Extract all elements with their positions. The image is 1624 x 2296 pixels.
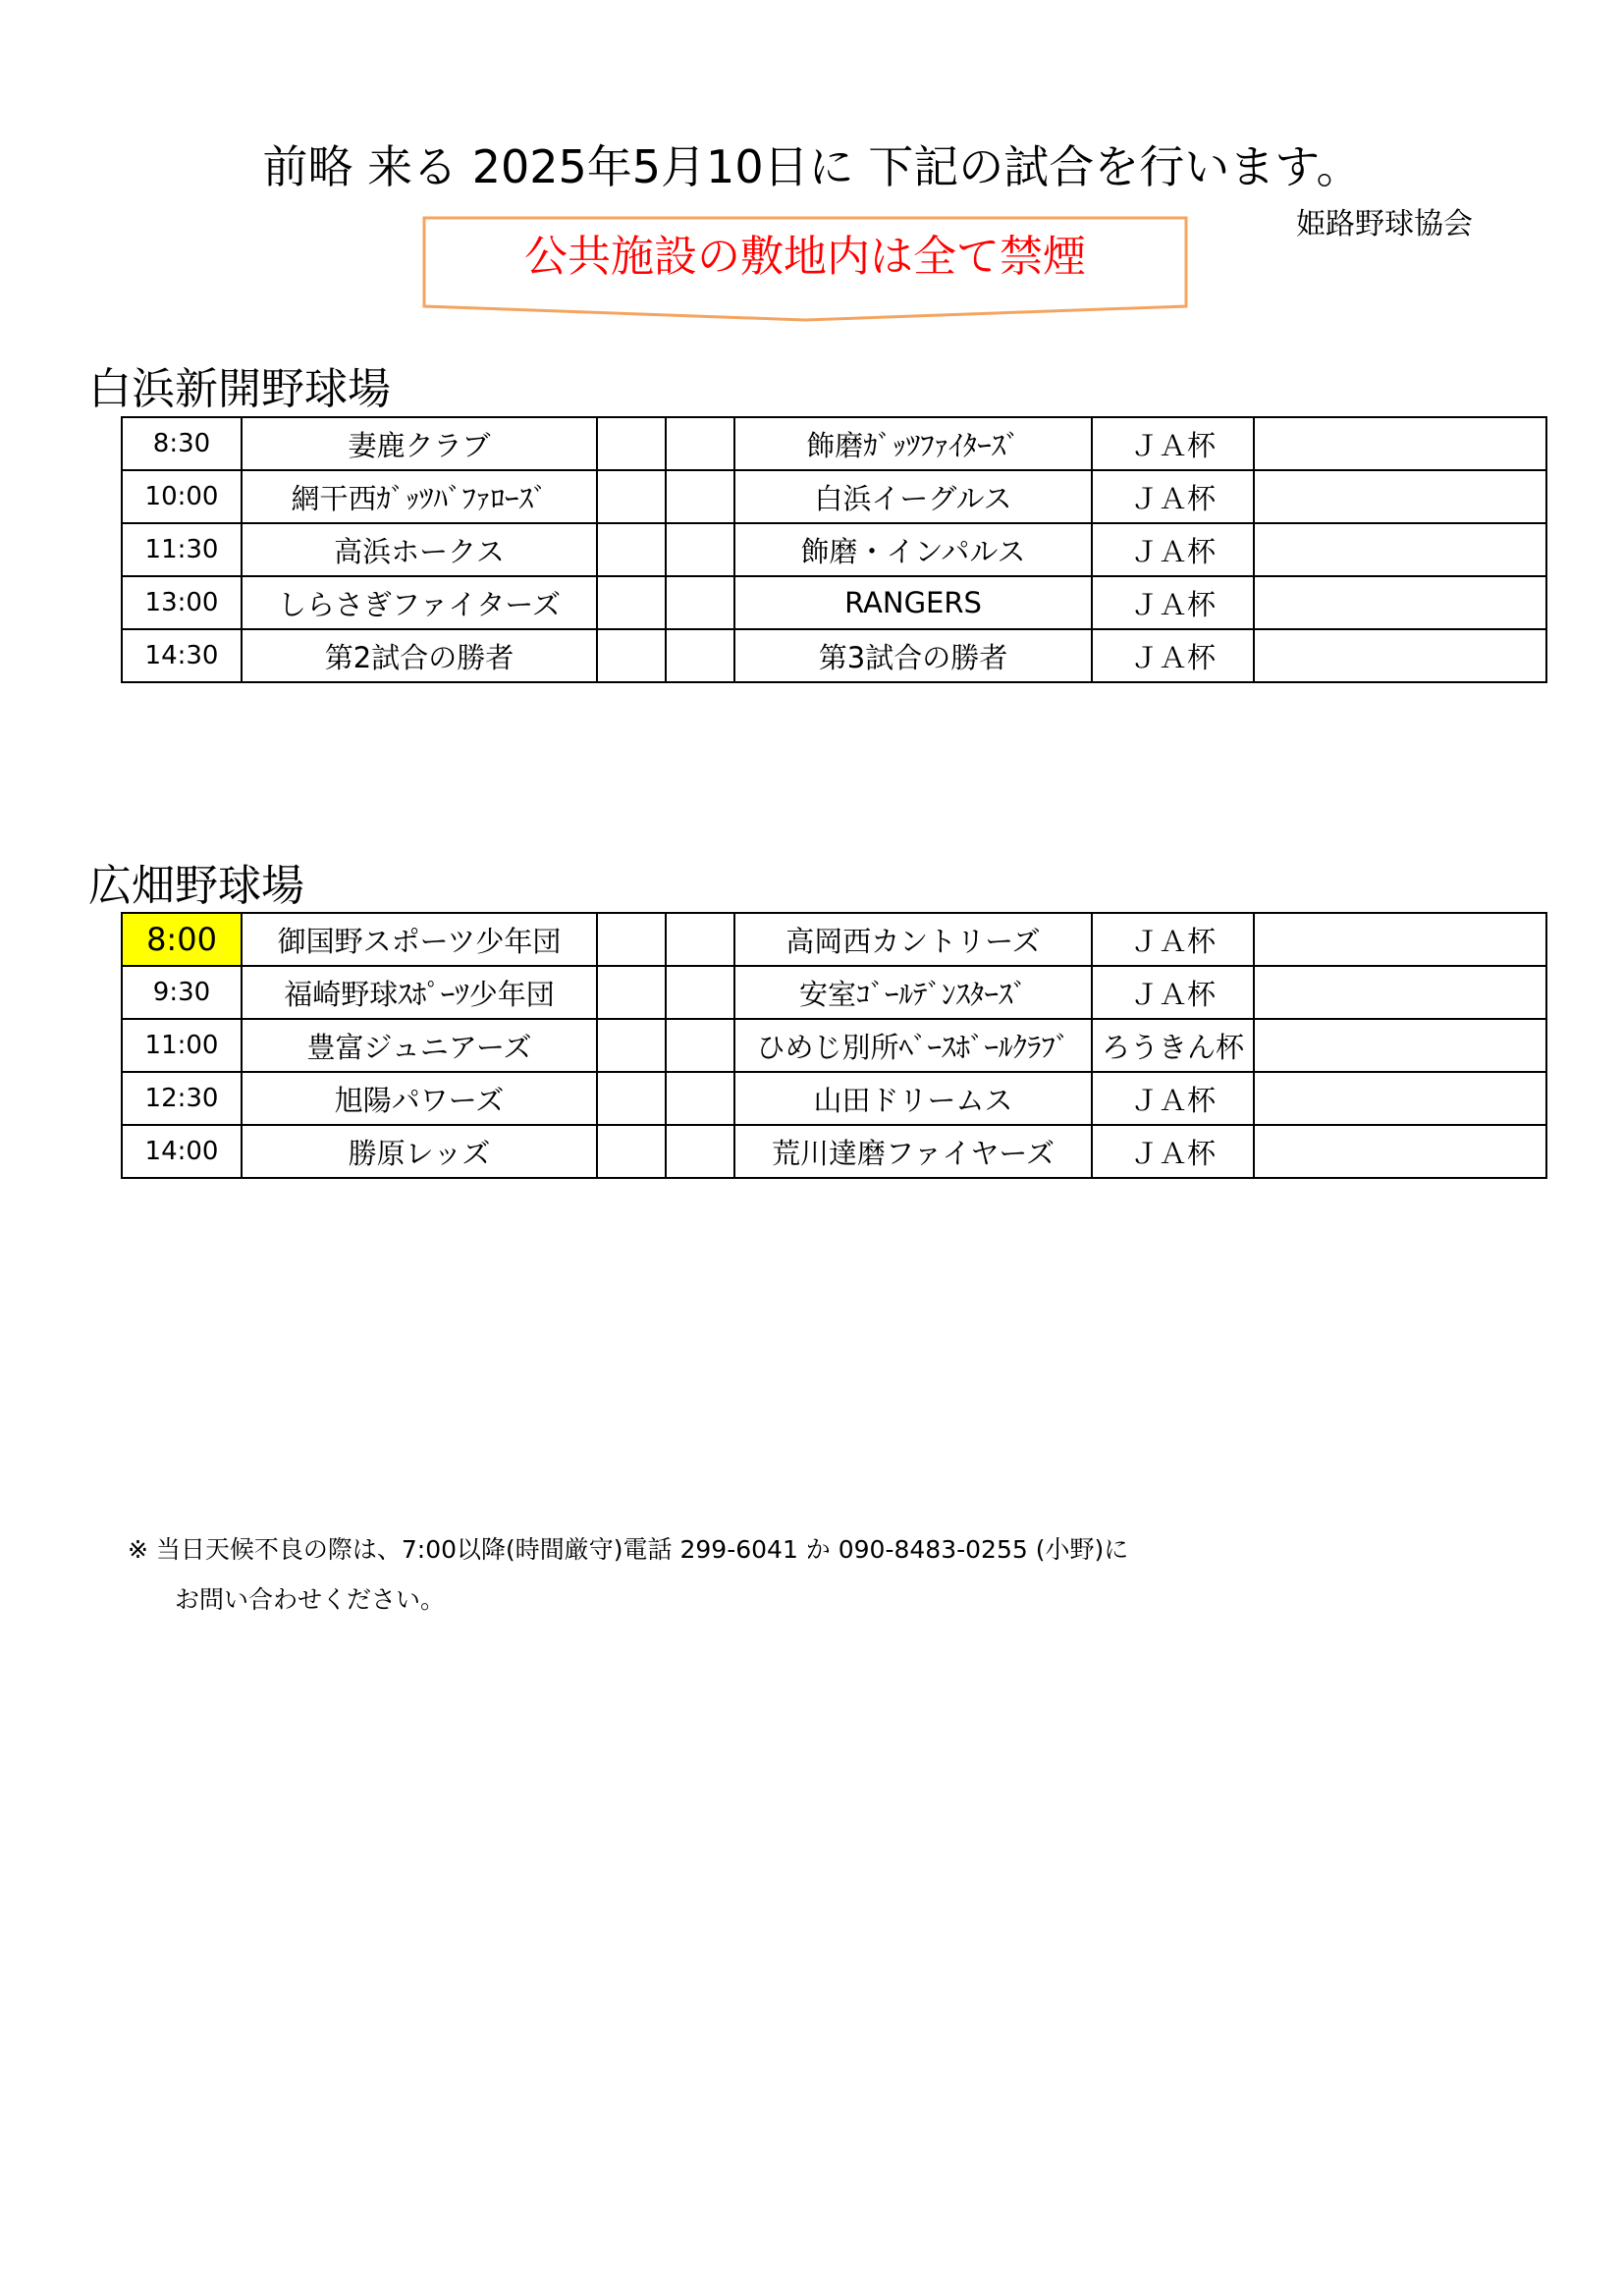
team-away: 山田ドリームス — [734, 1072, 1092, 1125]
tournament-name: ＪＡ杯 — [1092, 913, 1254, 966]
score-cell — [597, 523, 666, 576]
team-away: 飾磨ｶﾞｯﾂﾌｧｲﾀｰｽﾞ — [734, 417, 1092, 470]
table-row — [122, 470, 1546, 523]
score-cell — [666, 576, 734, 629]
score-cell — [666, 1019, 734, 1072]
footnote-line-2: お問い合わせください。 — [175, 1585, 446, 1614]
team-away: 飾磨・インパルス — [734, 523, 1092, 576]
table-row — [122, 523, 1546, 576]
team-home: しらさぎファイターズ — [242, 576, 597, 629]
team-home: 勝原レッズ — [242, 1125, 597, 1178]
score-cell — [666, 417, 734, 470]
remarks-cell — [1254, 470, 1546, 523]
remarks-cell — [1254, 629, 1546, 682]
score-cell — [597, 1019, 666, 1072]
score-cell — [666, 629, 734, 682]
score-cell — [597, 417, 666, 470]
team-home: 高浜ホークス — [242, 523, 597, 576]
team-away: 高岡西カントリーズ — [734, 913, 1092, 966]
team-home: 妻鹿クラブ — [242, 417, 597, 470]
table-row — [122, 1072, 1546, 1125]
organization-name: 姫路野球協会 — [1296, 207, 1473, 241]
tournament-name: ＪＡ杯 — [1092, 523, 1254, 576]
tournament-name: ＪＡ杯 — [1092, 417, 1254, 470]
team-home: 第2試合の勝者 — [242, 629, 597, 682]
table-row — [122, 629, 1546, 682]
team-away: 安室ｺﾞｰﾙﾃﾞﾝｽﾀｰｽﾞ — [734, 966, 1092, 1019]
no-smoking-notice — [422, 216, 1188, 322]
score-cell — [666, 1125, 734, 1178]
team-home: 旭陽パワーズ — [242, 1072, 597, 1125]
tournament-name: ＪＡ杯 — [1092, 1125, 1254, 1178]
venue-title-shirahama: 白浜新開野球場 — [88, 364, 391, 414]
table-row — [122, 1125, 1546, 1178]
table-row — [122, 1019, 1546, 1072]
remarks-cell — [1254, 966, 1546, 1019]
tournament-name: ろうきん杯 — [1092, 1019, 1254, 1072]
remarks-cell — [1254, 1019, 1546, 1072]
game-time: 10:00 — [122, 470, 242, 523]
game-time: 12:30 — [122, 1072, 242, 1125]
game-time: 13:00 — [122, 576, 242, 629]
score-cell — [597, 966, 666, 1019]
tournament-name: ＪＡ杯 — [1092, 1072, 1254, 1125]
team-home: 豊富ジュニアーズ — [242, 1019, 597, 1072]
page-headline: 前略 来る 2025年5月10日に 下記の試合を行います。 — [262, 140, 1362, 193]
game-time: 9:30 — [122, 966, 242, 1019]
game-time: 11:00 — [122, 1019, 242, 1072]
score-cell — [597, 1125, 666, 1178]
score-cell — [597, 576, 666, 629]
game-time: 11:30 — [122, 523, 242, 576]
tournament-name: ＪＡ杯 — [1092, 966, 1254, 1019]
table-row — [122, 913, 1546, 966]
table-row — [122, 417, 1546, 470]
team-home: 網干西ｶﾞｯﾂﾊﾞﾌｧﾛｰｽﾞ — [242, 470, 597, 523]
notice-text: 公共施設の敷地内は全て禁煙 — [524, 232, 1086, 282]
team-home: 御国野スポーツ少年団 — [242, 913, 597, 966]
remarks-cell — [1254, 417, 1546, 470]
tournament-name: ＪＡ杯 — [1092, 629, 1254, 682]
team-away: 荒川達磨ファイヤーズ — [734, 1125, 1092, 1178]
game-time-highlighted: 8:00 — [122, 913, 242, 966]
score-cell — [597, 629, 666, 682]
tournament-name: ＪＡ杯 — [1092, 470, 1254, 523]
team-home: 福崎野球ｽﾎﾟｰﾂ少年団 — [242, 966, 597, 1019]
game-time: 14:00 — [122, 1125, 242, 1178]
game-time: 8:30 — [122, 417, 242, 470]
score-cell — [666, 913, 734, 966]
remarks-cell — [1254, 1072, 1546, 1125]
game-time: 14:30 — [122, 629, 242, 682]
remarks-cell — [1254, 1125, 1546, 1178]
score-cell — [597, 913, 666, 966]
team-away: 第3試合の勝者 — [734, 629, 1092, 682]
table-row — [122, 576, 1546, 629]
remarks-cell — [1254, 523, 1546, 576]
score-cell — [597, 470, 666, 523]
score-cell — [666, 470, 734, 523]
remarks-cell — [1254, 576, 1546, 629]
tournament-name: ＪＡ杯 — [1092, 576, 1254, 629]
team-away: ひめじ別所ﾍﾞｰｽﾎﾞｰﾙｸﾗﾌﾞ — [734, 1019, 1092, 1072]
team-away: RANGERS — [734, 576, 1092, 629]
score-cell — [597, 1072, 666, 1125]
team-away: 白浜イーグルス — [734, 470, 1092, 523]
table-row — [122, 966, 1546, 1019]
score-cell — [666, 523, 734, 576]
footnote-line-1: ※ 当日天候不良の際は、7:00以降(時間厳守)電話 299-6041 か 090-8483-0255 (小野)に — [128, 1535, 1129, 1564]
venue-title-hirohata: 広畑野球場 — [88, 861, 304, 911]
schedule-table-hirohata — [121, 912, 1547, 1179]
remarks-cell — [1254, 913, 1546, 966]
score-cell — [666, 1072, 734, 1125]
score-cell — [666, 966, 734, 1019]
schedule-table-shirahama — [121, 416, 1547, 683]
